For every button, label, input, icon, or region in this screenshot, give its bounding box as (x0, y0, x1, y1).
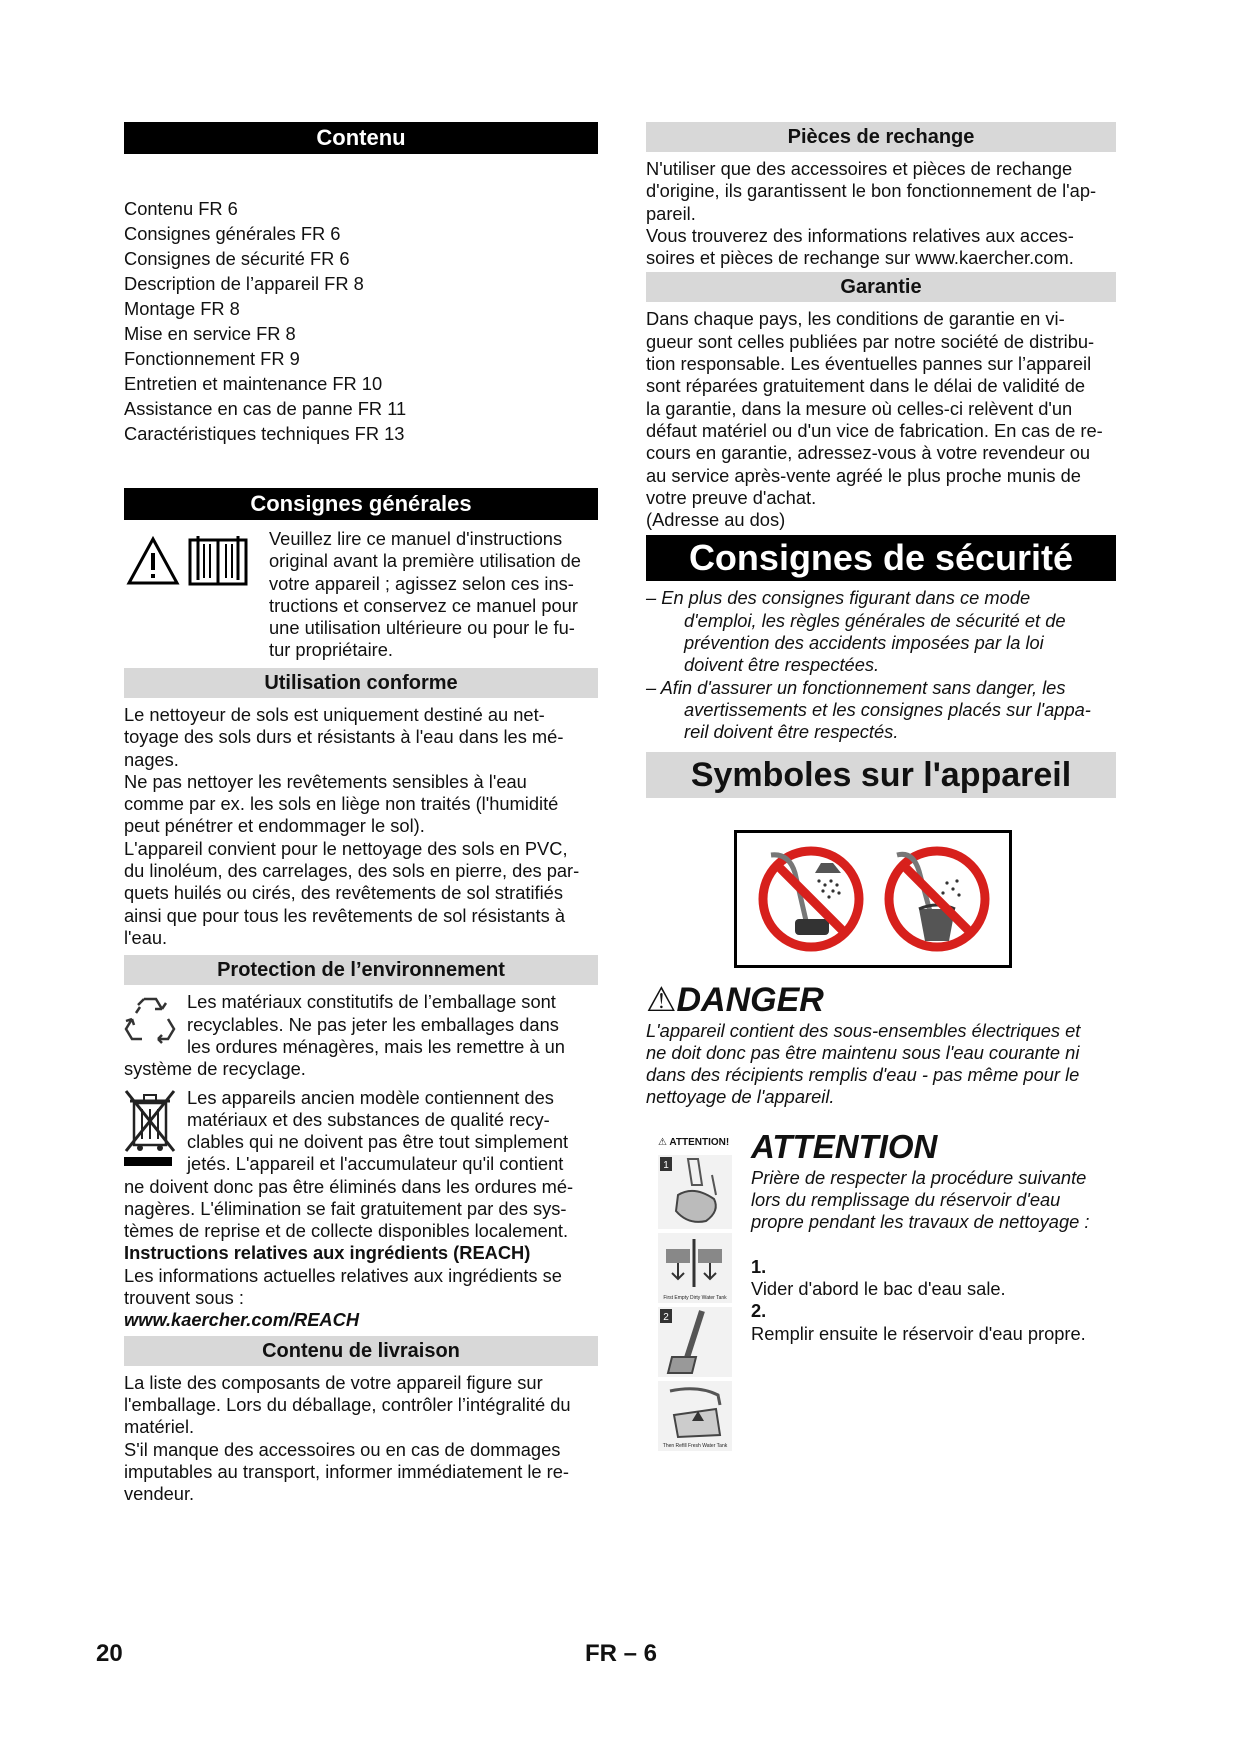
toc-item[interactable]: Montage FR 8 (124, 298, 240, 319)
table-of-contents (124, 196, 598, 446)
toc-item[interactable]: Mise en service FR 8 (124, 323, 296, 344)
weee-text-continued: ne doivent donc pas être éliminés dans les ordures mé- nagères. L'élimination se fait gratuitement par des sys- tèmes de reprise et de collecte disponibles localement. (124, 1175, 574, 1242)
list-item: – Afin d'assurer un fonctionnement sans danger, les avertissements et les consignes placés sur l'appa- reil doivent être respectés. (646, 676, 1091, 743)
step2-mop-icon (658, 1307, 732, 1377)
list-item: – En plus des consignes figurant dans ce mode d'emploi, les règles générales de sécurité et de prévention des accidents imposées par la loi doivent être respectées. (646, 587, 1066, 676)
step1-number: 1 (663, 1159, 669, 1171)
securite-list (646, 587, 1124, 743)
livraison-text: La liste des composants de votre appareil figure sur l'emballage. Lors du déballage, contrôler l’intégralité du matériel. S'il manque des accessoires ou en cas de dommages imputables au transport, informer immédiatement le re- vendeur. (124, 1371, 571, 1505)
consignes-securite-heading: Consignes de sécurité (646, 535, 1116, 581)
environnement-heading: Protection de l’environnement (124, 955, 598, 985)
toc-item[interactable]: Fonctionnement FR 9 (124, 348, 300, 369)
pieces-rechange-heading: Pièces de rechange (646, 122, 1116, 152)
toc-item[interactable]: Description de l’appareil FR 8 (124, 273, 364, 294)
no-water-symbols-icon (737, 833, 1009, 965)
toc-item[interactable]: Assistance en cas de panne FR 11 (124, 398, 407, 419)
garantie-heading: Garantie (646, 272, 1116, 302)
garantie-text: Dans chaque pays, les conditions de garantie en vi- gueur sont celles publiées par notre société de distribu- tion responsable. Les éventuelles pannes sur l’appareil sont réparées gratuitement dans le délai de validité de la garantie, dans la mesure où celles-ci relèvent d'un défaut matériel ou d'un vice de fabrication. En cas de re- cours en garantie, adressez-vous à votre revendeur ou au service après-vente agréé le plus proche munis de votre preuve d'achat. (Adresse au dos) (646, 308, 1103, 531)
recycle-block (124, 991, 598, 1058)
utilisation-text: Le nettoyeur de sols est uniquement destiné au net- toyage des sols durs et résistants à l'eau dans les mé- nages. Ne pas nettoyer les revêtements sensibles à l'eau comme par ex. les sols en liège non traités (l'humidité peut pénétrer et endommager le sol). L'appareil convient pour le nettoyage des sols en PVC, du linoléum, des carrelages, des sols en pierre, des par- quets huilés ou cirés, des revêtements de sol stratifiés ainsi que pour tous les revêtements de sol résistants à l'eau. (124, 704, 580, 948)
prohibition-symbols (734, 830, 1012, 968)
weee-text: Les appareils ancien modèle contiennent des matériaux et des substances de qualité recy- clables qui ne doivent pas être tout simplement jetés. L'appareil et l'accumulateur qu'il contient (187, 1086, 569, 1175)
attention-block (646, 1127, 1124, 1467)
attention-content (751, 1127, 1121, 1345)
toc-item[interactable]: Consignes générales FR 6 (124, 223, 341, 244)
symboles-heading: Symboles sur l'appareil (646, 752, 1116, 798)
pieces-text: N'utiliser que des accessoires et pièces de rechange d'origine, ils garantissent le bon fonctionnement de l'ap- pareil. Vous trouverez des informations relatives aux acces- soires et pièces de rechange sur www.kaercher.com. (646, 158, 1097, 269)
warning-triangle-icon: ⚠ (658, 1136, 670, 1148)
step1-number-text: 1. (751, 1255, 767, 1277)
recycle-text: Les matériaux constitutifs de l’emballage sont recyclables. Ne pas jeter les emballages dans les ordures ménagères, mais les remettre à un (187, 991, 565, 1057)
step1-caption: First Empty Dirty Water Tank (663, 1294, 727, 1301)
warning-triangle-icon: ⚠ (646, 980, 677, 1019)
refill-fresh-water-icon (658, 1381, 732, 1451)
utilisation-conforme-heading: Utilisation conforme (124, 668, 598, 698)
consignes-generales-heading: Consignes générales (124, 488, 598, 520)
crossed-bin-icon (124, 1089, 176, 1167)
manual-book-icon (188, 534, 248, 586)
step2-number-text: 2. (751, 1300, 767, 1322)
toc-item[interactable]: Caractéristiques techniques FR 13 (124, 423, 405, 444)
danger-title: ⚠DANGER (646, 980, 824, 1019)
section-label: FR – 6 (585, 1640, 658, 1667)
toc-item[interactable]: Consignes de sécurité FR 6 (124, 248, 350, 269)
recycling-icon (124, 995, 176, 1045)
toc-item[interactable]: Entretien et maintenance FR 10 (124, 373, 383, 394)
step2-caption: Then Refill Fresh Water Tank (662, 1442, 728, 1449)
warning-triangle-icon (126, 536, 180, 586)
step2-text: Remplir ensuite le réservoir d'eau propre. (751, 1322, 1086, 1344)
weee-block (124, 1087, 598, 1176)
empty-dirty-water-icon (658, 1233, 732, 1303)
danger-text: L'appareil contient des sous-ensembles électriques et ne doit donc pas être maintenu sous l'eau courante ni dans des récipients remplis d'eau - pas même pour le nettoyage de l'appareil. (646, 1019, 1081, 1108)
reach-link[interactable]: www.kaercher.com/REACH (124, 1309, 360, 1331)
step1-hand-icon (658, 1155, 732, 1229)
reach-title: Instructions relatives aux ingrédients (REACH) (124, 1242, 531, 1264)
generales-block (124, 528, 598, 668)
left-column: Contenu Contenu FR 6 Consignes générales FR 6 Consignes de sécurité FR 6 Description de l’appareil FR 8 Montage FR 8 Mise en service FR 8 Fonctionnement FR 9 Entretien et maintenance FR 10 Assistance en cas de panne FR 11 Caractéristiques techniques FR 13 Consignes générales Veuillez lire ce manuel d'instructions original avant la première utilisation de votre appareil ; agissez selon ces ins- tructions et conservez ce manuel pour une utilisation ultérieure ou pour le fu- tur propriétaire. Utilisation conforme Le nettoyeur de sols est uniquement destiné au net- toyage des sols durs et résistants à l'eau dans les mé- nages. Ne pas nettoyer les revêtements sensibles à l'eau comme par ex. les sols en liège non traités (l'humidité peut pénétrer et endommager le sol). L'appareil convient pour le nettoyage des sols en PVC, du linoléum, des carrelages, des sols en pierre, des par- quets huilés ou cirés, des revêtements de sol stratifiés ainsi que pour tous les revêtements de sol résistants à l'eau. Protection de l’environnement Les matériaux constitutifs de l’emballage sont recyclables. Ne pas jeter les emballages dans les ordures ménagères, mais les remettre à un système de recyclage. Les appareils ancien modèle contiennent des matériaux et des substances de qualité recy- clables qui ne doivent pas être tout simplement jetés. L'appareil et l'accumulateur qu'il contient ne doivent donc pas être éliminés dans les ordures mé- nagères. L'élimination se fait gratuitement par des sys- tèmes de reprise et de collecte disponibles localement. Instructions relatives aux ingrédients (REACH) Les informations actuelles relatives aux ingrédients se trouvent sous : www.kaercher.com/REACH Contenu de livraison La liste des composants de votre appareil figure sur l'emballage. Lors du déballage, contrôler l’intégralité du matériel. S'il manque des accessoires ou en cas de dommages imputables au transport, informer immédiatement le re- vendeur. (124, 122, 598, 1505)
attention-title: ATTENTION (751, 1127, 938, 1165)
contenu-livraison-heading: Contenu de livraison (124, 1336, 598, 1366)
attention-label: ⚠ ATTENTION! (658, 1136, 730, 1148)
toc-item[interactable]: Contenu FR 6 (124, 198, 238, 219)
generales-text: Veuillez lire ce manuel d'instructions original avant la première utilisation de votre appareil ; agissez selon ces ins- tructions et conservez ce manuel pour une utilisation ultérieure ou pour le fu- tur propriétaire. (269, 528, 581, 661)
page-number: 20 (96, 1640, 123, 1667)
right-column (646, 122, 1124, 1467)
contenu-heading: Contenu (124, 122, 598, 154)
step1-text: Vider d'abord le bac d'eau sale. (751, 1277, 1006, 1299)
step2-number: 2 (663, 1311, 669, 1323)
attention-text: Prière de respecter la procédure suivante lors du remplissage du réservoir d'eau propre pendant les travaux de nettoyage : (751, 1166, 1090, 1233)
